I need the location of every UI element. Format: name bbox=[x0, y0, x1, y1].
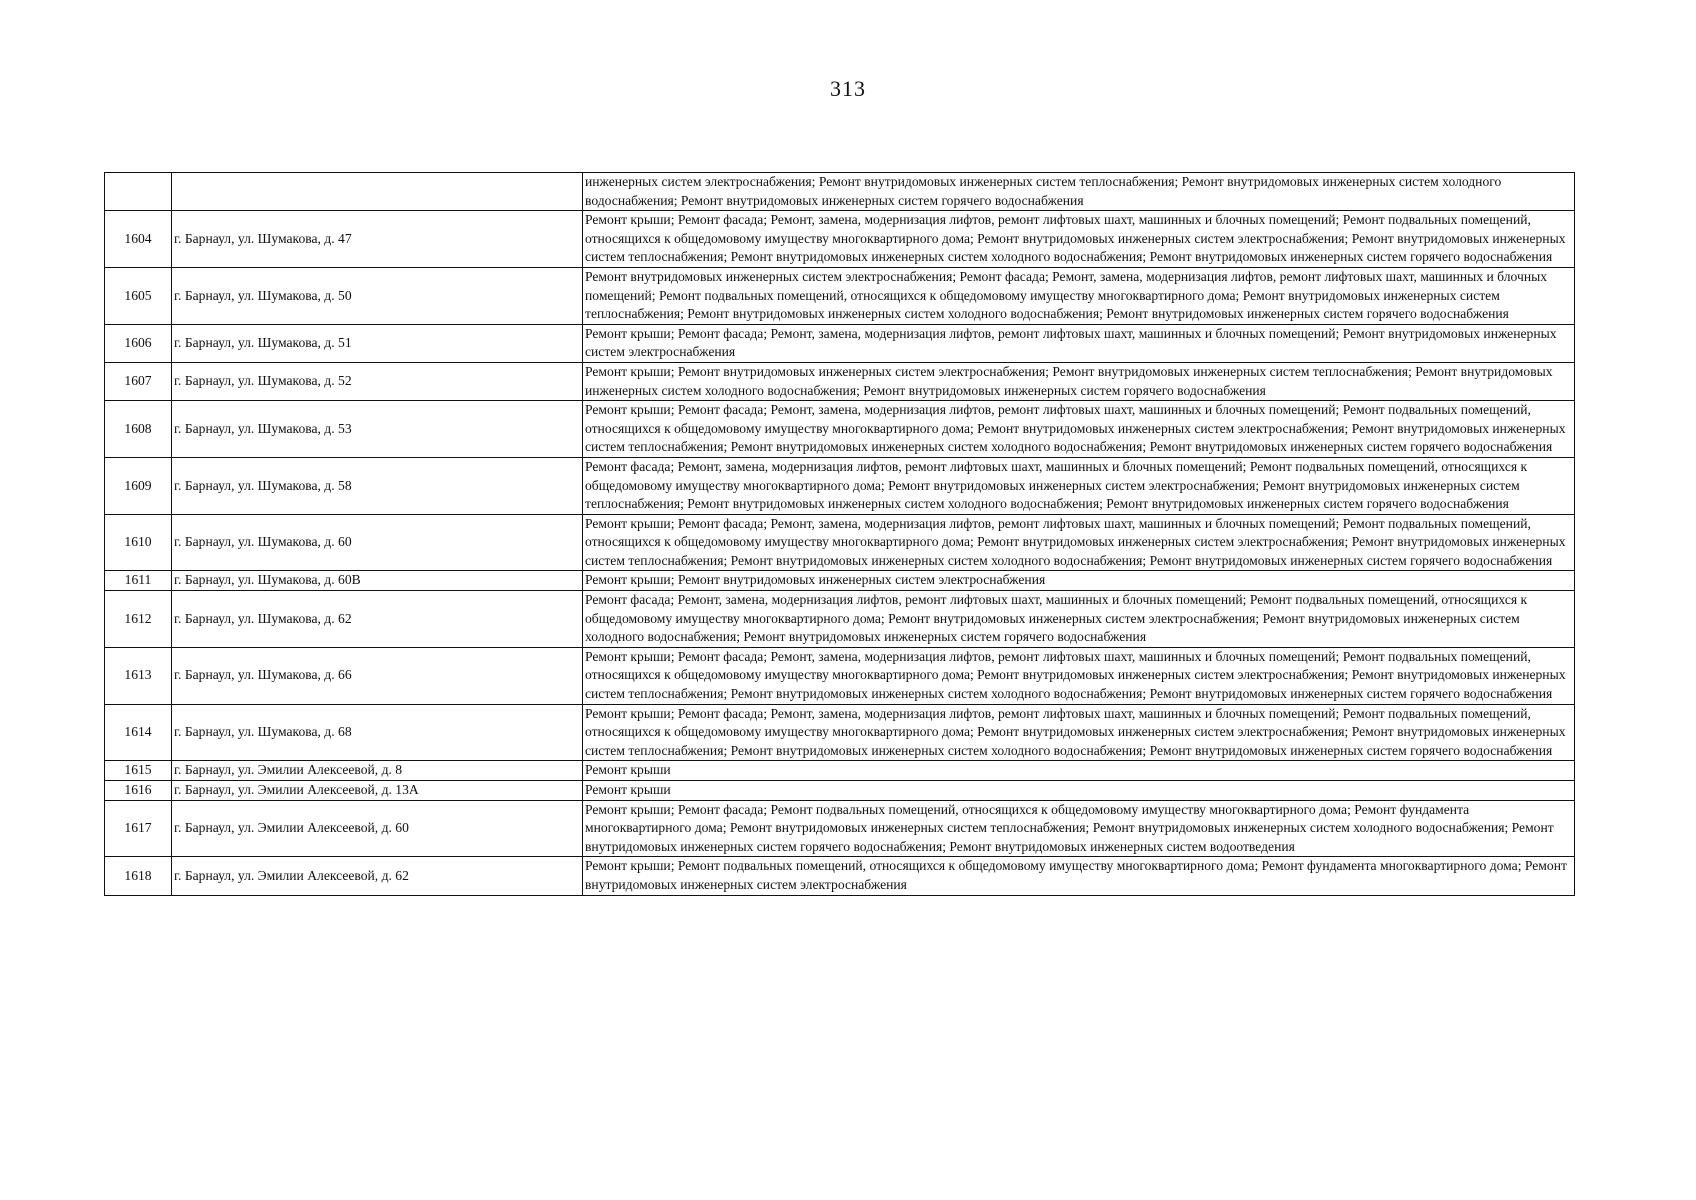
row-number-cell: 1604 bbox=[105, 211, 172, 268]
table-row bbox=[105, 324, 1575, 362]
table-row bbox=[105, 704, 1575, 761]
address-cell: г. Барнаул, ул. Эмилии Алексеевой, д. 60 bbox=[172, 800, 583, 857]
row-number-cell: 1606 bbox=[105, 324, 172, 362]
address-cell: г. Барнаул, ул. Шумакова, д. 68 bbox=[172, 704, 583, 761]
table-row bbox=[105, 857, 1575, 895]
address-cell: г. Барнаул, ул. Шумакова, д. 51 bbox=[172, 324, 583, 362]
works-cell: Ремонт крыши; Ремонт внутридомовых инженерных систем электроснабжения bbox=[583, 571, 1575, 591]
works-cell: Ремонт крыши; Ремонт фасада; Ремонт, замена, модернизация лифтов, ремонт лифтовых шахт, машинных и блочных помещений; Ремонт подвальных помещений, относящихся к общедомовому имуществу многоквартирного дома; Ремонт внутридомовых инженерных систем электроснабжения; Ремонт внутридомовых инженерных систем теплоснабжения; Ремонт внутридомовых инженерных систем холодного водоснабжения; Ремонт внутридомовых инженерных систем горячего водоснабжения bbox=[583, 401, 1575, 458]
address-cell: г. Барнаул, ул. Шумакова, д. 60 bbox=[172, 514, 583, 571]
works-cell: Ремонт крыши; Ремонт фасада; Ремонт подвальных помещений, относящихся к общедомовому имуществу многоквартирного дома; Ремонт фундамента многоквартирного дома; Ремонт внутридомовых инженерных систем теплоснабжения; Ремонт внутридомовых инженерных систем холодного водоснабжения; Ремонт внутридомовых инженерных систем горячего водоснабжения; Ремонт внутридомовых инженерных систем водоотведения bbox=[583, 800, 1575, 857]
works-cell: Ремонт фасада; Ремонт, замена, модернизация лифтов, ремонт лифтовых шахт, машинных и блочных помещений; Ремонт подвальных помещений, относящихся к общедомовому имуществу многоквартирного дома; Ремонт внутридомовых инженерных систем электроснабжения; Ремонт внутридомовых инженерных систем теплоснабжения; Ремонт внутридомовых инженерных систем холодного водоснабжения; Ремонт внутридомовых инженерных систем горячего водоснабжения bbox=[583, 457, 1575, 514]
row-number-cell: 1617 bbox=[105, 800, 172, 857]
table-row bbox=[105, 800, 1575, 857]
table-row bbox=[105, 401, 1575, 458]
address-cell: г. Барнаул, ул. Шумакова, д. 58 bbox=[172, 457, 583, 514]
address-cell: г. Барнаул, ул. Шумакова, д. 53 bbox=[172, 401, 583, 458]
table-row bbox=[105, 457, 1575, 514]
row-number-cell: 1613 bbox=[105, 647, 172, 704]
page-number: 313 bbox=[830, 76, 866, 101]
works-cell: инженерных систем электроснабжения; Ремонт внутридомовых инженерных систем теплоснабжения; Ремонт внутридомовых инженерных систем холодного водоснабжения; Ремонт внутридомовых инженерных систем горячего водоснабжения bbox=[583, 173, 1575, 211]
row-number-cell: 1607 bbox=[105, 362, 172, 400]
table-row bbox=[105, 571, 1575, 591]
row-number-cell bbox=[105, 173, 172, 211]
table-row bbox=[105, 514, 1575, 571]
works-cell: Ремонт крыши; Ремонт фасада; Ремонт, замена, модернизация лифтов, ремонт лифтовых шахт, машинных и блочных помещений; Ремонт подвальных помещений, относящихся к общедомовому имуществу многоквартирного дома; Ремонт внутридомовых инженерных систем электроснабжения; Ремонт внутридомовых инженерных систем теплоснабжения; Ремонт внутридомовых инженерных систем холодного водоснабжения; Ремонт внутридомовых инженерных систем горячего водоснабжения bbox=[583, 704, 1575, 761]
address-cell: г. Барнаул, ул. Шумакова, д. 60В bbox=[172, 571, 583, 591]
row-number-cell: 1610 bbox=[105, 514, 172, 571]
works-cell: Ремонт крыши bbox=[583, 761, 1575, 781]
works-cell: Ремонт внутридомовых инженерных систем электроснабжения; Ремонт фасада; Ремонт, замена, модернизация лифтов, ремонт лифтовых шахт, машинных и блочных помещений; Ремонт подвальных помещений, относящихся к общедомовому имуществу многоквартирного дома; Ремонт внутридомовых инженерных систем теплоснабжения; Ремонт внутридомовых инженерных систем холодного водоснабжения; Ремонт внутридомовых инженерных систем горячего водоснабжения bbox=[583, 267, 1575, 324]
table-body bbox=[105, 173, 1575, 896]
address-cell: г. Барнаул, ул. Шумакова, д. 62 bbox=[172, 591, 583, 648]
table-row bbox=[105, 362, 1575, 400]
row-number-cell: 1615 bbox=[105, 761, 172, 781]
address-cell: г. Барнаул, ул. Эмилии Алексеевой, д. 62 bbox=[172, 857, 583, 895]
table-row bbox=[105, 781, 1575, 801]
works-cell: Ремонт крыши; Ремонт фасада; Ремонт, замена, модернизация лифтов, ремонт лифтовых шахт, машинных и блочных помещений; Ремонт внутридомовых инженерных систем электроснабжения bbox=[583, 324, 1575, 362]
works-cell: Ремонт фасада; Ремонт, замена, модернизация лифтов, ремонт лифтовых шахт, машинных и блочных помещений; Ремонт подвальных помещений, относящихся к общедомовому имуществу многоквартирного дома; Ремонт внутридомовых инженерных систем электроснабжения; Ремонт внутридомовых инженерных систем холодного водоснабжения; Ремонт внутридомовых инженерных систем горячего водоснабжения bbox=[583, 591, 1575, 648]
address-cell: г. Барнаул, ул. Эмилии Алексеевой, д. 8 bbox=[172, 761, 583, 781]
works-cell: Ремонт крыши; Ремонт фасада; Ремонт, замена, модернизация лифтов, ремонт лифтовых шахт, машинных и блочных помещений; Ремонт подвальных помещений, относящихся к общедомовому имуществу многоквартирного дома; Ремонт внутридомовых инженерных систем электроснабжения; Ремонт внутридомовых инженерных систем теплоснабжения; Ремонт внутридомовых инженерных систем холодного водоснабжения; Ремонт внутридомовых инженерных систем горячего водоснабжения bbox=[583, 647, 1575, 704]
row-number-cell: 1618 bbox=[105, 857, 172, 895]
address-cell: г. Барнаул, ул. Шумакова, д. 66 bbox=[172, 647, 583, 704]
address-cell bbox=[172, 173, 583, 211]
works-cell: Ремонт крыши; Ремонт фасада; Ремонт, замена, модернизация лифтов, ремонт лифтовых шахт, машинных и блочных помещений; Ремонт подвальных помещений, относящихся к общедомовому имуществу многоквартирного дома; Ремонт внутридомовых инженерных систем электроснабжения; Ремонт внутридомовых инженерных систем теплоснабжения; Ремонт внутридомовых инженерных систем холодного водоснабжения; Ремонт внутридомовых инженерных систем горячего водоснабжения bbox=[583, 514, 1575, 571]
works-cell: Ремонт крыши; Ремонт фасада; Ремонт, замена, модернизация лифтов, ремонт лифтовых шахт, машинных и блочных помещений; Ремонт подвальных помещений, относящихся к общедомовому имуществу многоквартирного дома; Ремонт внутридомовых инженерных систем электроснабжения; Ремонт внутридомовых инженерных систем теплоснабжения; Ремонт внутридомовых инженерных систем холодного водоснабжения; Ремонт внутридомовых инженерных систем горячего водоснабжения bbox=[583, 211, 1575, 268]
address-cell: г. Барнаул, ул. Эмилии Алексеевой, д. 13А bbox=[172, 781, 583, 801]
row-number-cell: 1608 bbox=[105, 401, 172, 458]
table-row bbox=[105, 591, 1575, 648]
table-row bbox=[105, 647, 1575, 704]
address-cell: г. Барнаул, ул. Шумакова, д. 52 bbox=[172, 362, 583, 400]
works-cell: Ремонт крыши; Ремонт внутридомовых инженерных систем электроснабжения; Ремонт внутридомовых инженерных систем теплоснабжения; Ремонт внутридомовых инженерных систем холодного водоснабжения; Ремонт внутридомовых инженерных систем горячего водоснабжения bbox=[583, 362, 1575, 400]
table-row bbox=[105, 761, 1575, 781]
table-row bbox=[105, 267, 1575, 324]
row-number-cell: 1609 bbox=[105, 457, 172, 514]
address-cell: г. Барнаул, ул. Шумакова, д. 50 bbox=[172, 267, 583, 324]
row-number-cell: 1614 bbox=[105, 704, 172, 761]
address-cell: г. Барнаул, ул. Шумакова, д. 47 bbox=[172, 211, 583, 268]
row-number-cell: 1611 bbox=[105, 571, 172, 591]
row-number-cell: 1616 bbox=[105, 781, 172, 801]
repair-registry-table bbox=[104, 172, 1575, 896]
table-row bbox=[105, 211, 1575, 268]
works-cell: Ремонт крыши bbox=[583, 781, 1575, 801]
table-row bbox=[105, 173, 1575, 211]
works-cell: Ремонт крыши; Ремонт подвальных помещений, относящихся к общедомовому имуществу многоквартирного дома; Ремонт фундамента многоквартирного дома; Ремонт внутридомовых инженерных систем электроснабжения bbox=[583, 857, 1575, 895]
row-number-cell: 1612 bbox=[105, 591, 172, 648]
row-number-cell: 1605 bbox=[105, 267, 172, 324]
